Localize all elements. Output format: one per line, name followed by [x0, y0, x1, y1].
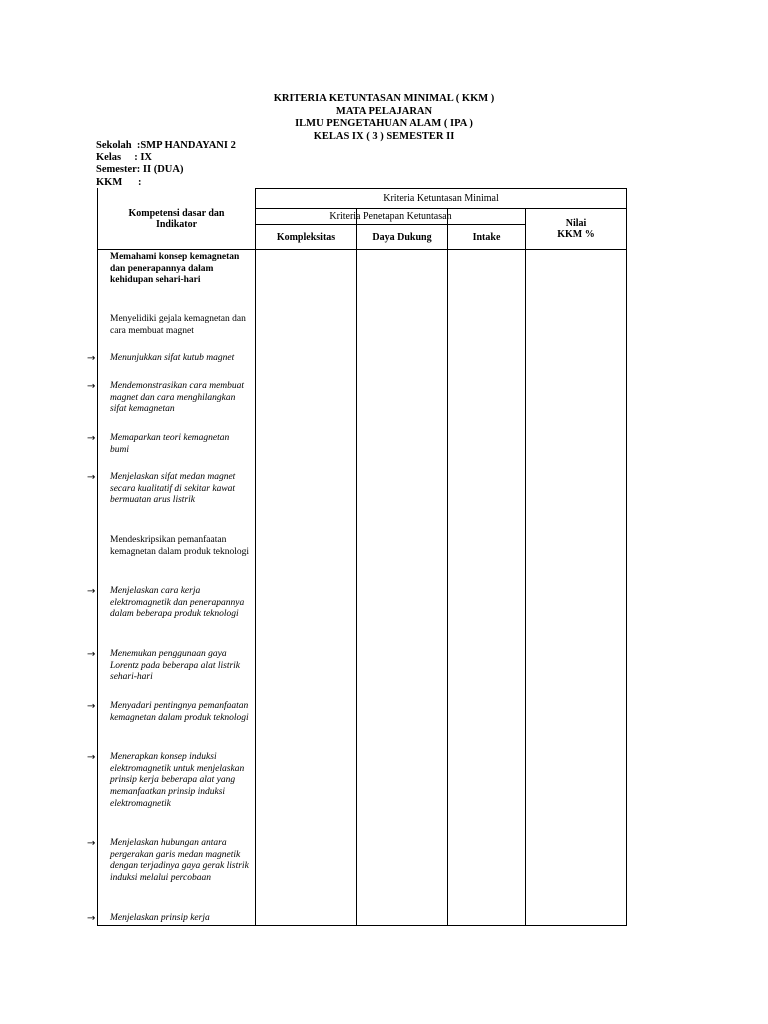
- info-kelas: Kelas : IX: [96, 152, 152, 164]
- list-item: [87, 701, 250, 724]
- info-semester: Semester: II (DUA): [96, 164, 184, 176]
- entry-text: Mendeskripsikan pemanfaatan kemagnetan dalam produk teknologi: [110, 535, 250, 557]
- entry-text: Menyelidiki gejala kemagnetan dan cara membuat magnet: [110, 314, 246, 336]
- table-divider-kompleksitas: [356, 208, 357, 926]
- table-divider-daya-dukung: [447, 208, 448, 926]
- arrow-right-icon: →: [87, 752, 96, 763]
- list-item: [87, 838, 250, 885]
- title-line-1: KRITERIA KETUNTASAN MINIMAL ( KKM ): [273, 93, 495, 104]
- arrow-right-icon: →: [87, 472, 96, 483]
- entry-text: Menemukan penggunaan gaya Lorentz pada beberapa alat listrik sehari-hari: [110, 649, 241, 683]
- school-info: [96, 140, 236, 189]
- arrow-right-icon: →: [87, 381, 96, 392]
- arrow-right-icon: →: [87, 913, 96, 924]
- list-item: [87, 381, 250, 416]
- header-kompetensi: Kompetensi dasar dan Indikator: [128, 208, 225, 230]
- document-title: [0, 93, 768, 143]
- arrow-right-icon: →: [87, 838, 96, 849]
- entry-text: Menjelaskan cara kerja elektromagnetik dan penerapannya dalam beberapa produk teknologi: [110, 586, 245, 620]
- list-item: [87, 433, 250, 456]
- title-line-2: MATA PELAJARAN: [335, 105, 433, 117]
- arrow-right-icon: →: [87, 433, 96, 444]
- entry-text: Menjelaskan sifat medan magnet secara kualitatif di sekitar kawat bermuatan arus listrik: [110, 472, 236, 506]
- entry-text: Menerapkan konsep induksi elektromagnetik untuk menjelaskan prinsip kerja beberapa alat yang memanfaatkan prinsip induksi elektromagnetik: [110, 752, 245, 809]
- list-item: [87, 586, 250, 621]
- arrow-right-icon: →: [87, 701, 96, 712]
- table-divider-kompetensi: [255, 188, 256, 926]
- arrow-right-icon: →: [87, 353, 96, 364]
- arrow-right-icon: →: [87, 586, 96, 597]
- header-penetapan: Kriteria Penetapan Ketuntasan: [329, 211, 452, 222]
- table-border-left: [97, 188, 98, 926]
- header-kriteria: Kriteria Ketuntasan Minimal: [383, 193, 499, 204]
- title-line-3: ILMU PENGETAHUAN ALAM ( IPA ): [295, 118, 473, 129]
- indicator-list: [87, 250, 250, 926]
- list-item: [87, 649, 250, 684]
- entry-text: Menunjukkan sifat kutub magnet: [110, 353, 235, 363]
- list-item: [87, 752, 250, 811]
- info-kkm: KKM :: [96, 176, 142, 188]
- header-intake: Intake: [472, 231, 501, 243]
- entry-text: Menjelaskan prinsip kerja: [110, 913, 210, 923]
- entry-text: Menjelaskan hubungan antara pergerakan garis medan magnetik dengan terjadinya gaya gerak listrik induksi melalui percobaan: [110, 838, 249, 884]
- table-border-right: [626, 188, 627, 926]
- list-item: [87, 472, 250, 507]
- header-daya-dukung: Daya Dukung: [372, 231, 432, 243]
- list-item: [110, 314, 250, 337]
- header-kompleksitas: Kompleksitas: [276, 231, 336, 243]
- list-item: [110, 252, 250, 287]
- list-item: [110, 535, 250, 558]
- entry-text: Mendemonstrasikan cara membuat magnet dan cara menghilangkan sifat kemagnetan: [110, 381, 245, 415]
- list-item: [87, 913, 250, 925]
- title-line-4: KELAS IX ( 3 ) SEMESTER II: [313, 130, 455, 142]
- info-sekolah: Sekolah :SMP HANDAYANI 2: [96, 140, 236, 151]
- entry-text: Memahami konsep kemagnetan dan penerapannya dalam kehidupan sehari-hari: [110, 252, 240, 286]
- entry-text: Memaparkan teori kemagnetan bumi: [110, 433, 230, 455]
- arrow-right-icon: →: [87, 649, 96, 660]
- header-nilai-kkm: Nilai KKM %: [557, 218, 595, 240]
- table-divider-intake: [525, 208, 526, 926]
- list-item: [87, 353, 250, 365]
- entry-text: Menyadari pentingnya pemanfaatan kemagnetan dalam produk teknologi: [110, 701, 249, 723]
